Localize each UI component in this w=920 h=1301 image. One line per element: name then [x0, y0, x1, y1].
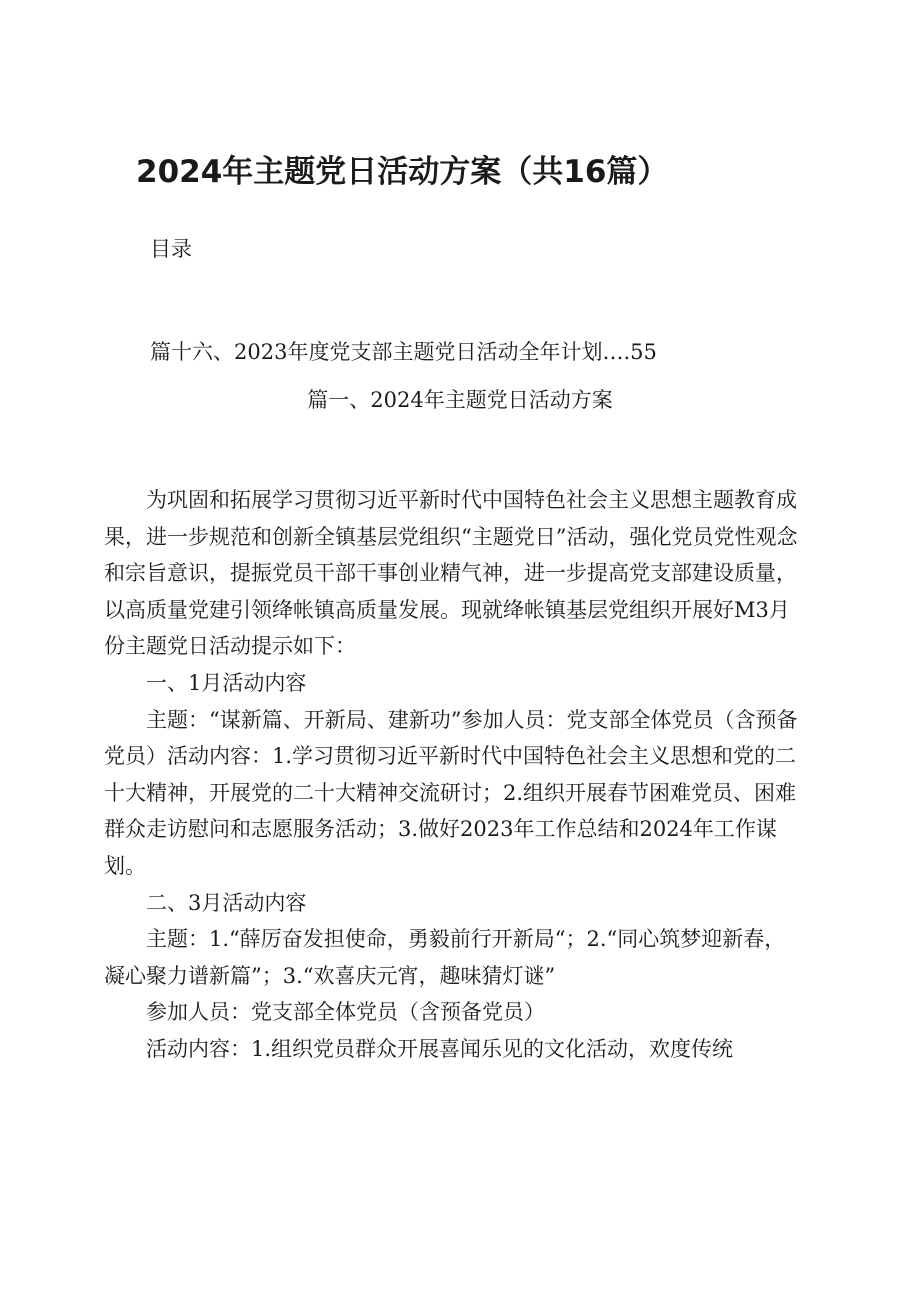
march-theme-paragraph: 主题：1.“薛厉奋发担使命，勇毅前行开新局“；2.“同心筑梦迎新春，凝心聚力谱新篇”；3.“欢喜庆元宵，趣味猜灯谜” — [104, 927, 786, 988]
march-participants-paragraph: 参加人员：党支部全体党员（含预备党员） — [146, 1000, 545, 1025]
document-title: 2024年主题党日活动方案（共16篇） — [136, 154, 669, 190]
intro-paragraph: 为巩固和拓展学习贯彻习近平新时代中国特色社会主义思想主题教育成果，进一步规范和创新全镇基层党组织“主题党日”活动，强化党员党性观念和宗旨意识，提振党员干部干事创业精气神，进一步提高党支部建设质量，以高质量党建引领绛帐镇高质量发展。现就绛帐镇基层党组织开展好M3月份主题党日活动提示如下： — [104, 488, 798, 659]
section-title: 篇一、2024年主题党日活动方案 — [307, 388, 613, 412]
march-content-paragraph: 活动内容：1.组织党员群众开展喜闻乐见的文化活动，欢度传统 — [146, 1036, 734, 1061]
toc-entry[interactable]: 篇十六、2023年度党支部主题党日活动全年计划….55 — [150, 340, 657, 364]
january-theme-paragraph: 主题：“谋新篇、开新局、建新功”参加人员：党支部全体党员（含预备党员）活动内容：1.学习贯彻习近平新时代中国特色社会主义思想和党的二十大精神，开展党的二十大精神交流研讨；2.组织开展春节困难党员、困难群众走访慰问和志愿服务活动；3.做好2023年工作总结和2024年工作谋划。 — [104, 707, 798, 878]
heading-march-activities: 二、3月活动内容 — [146, 890, 307, 915]
body-text — [104, 482, 804, 1068]
heading-january-activities: 一、1月活动内容 — [146, 670, 307, 695]
toc-label: 目录 — [150, 237, 192, 261]
